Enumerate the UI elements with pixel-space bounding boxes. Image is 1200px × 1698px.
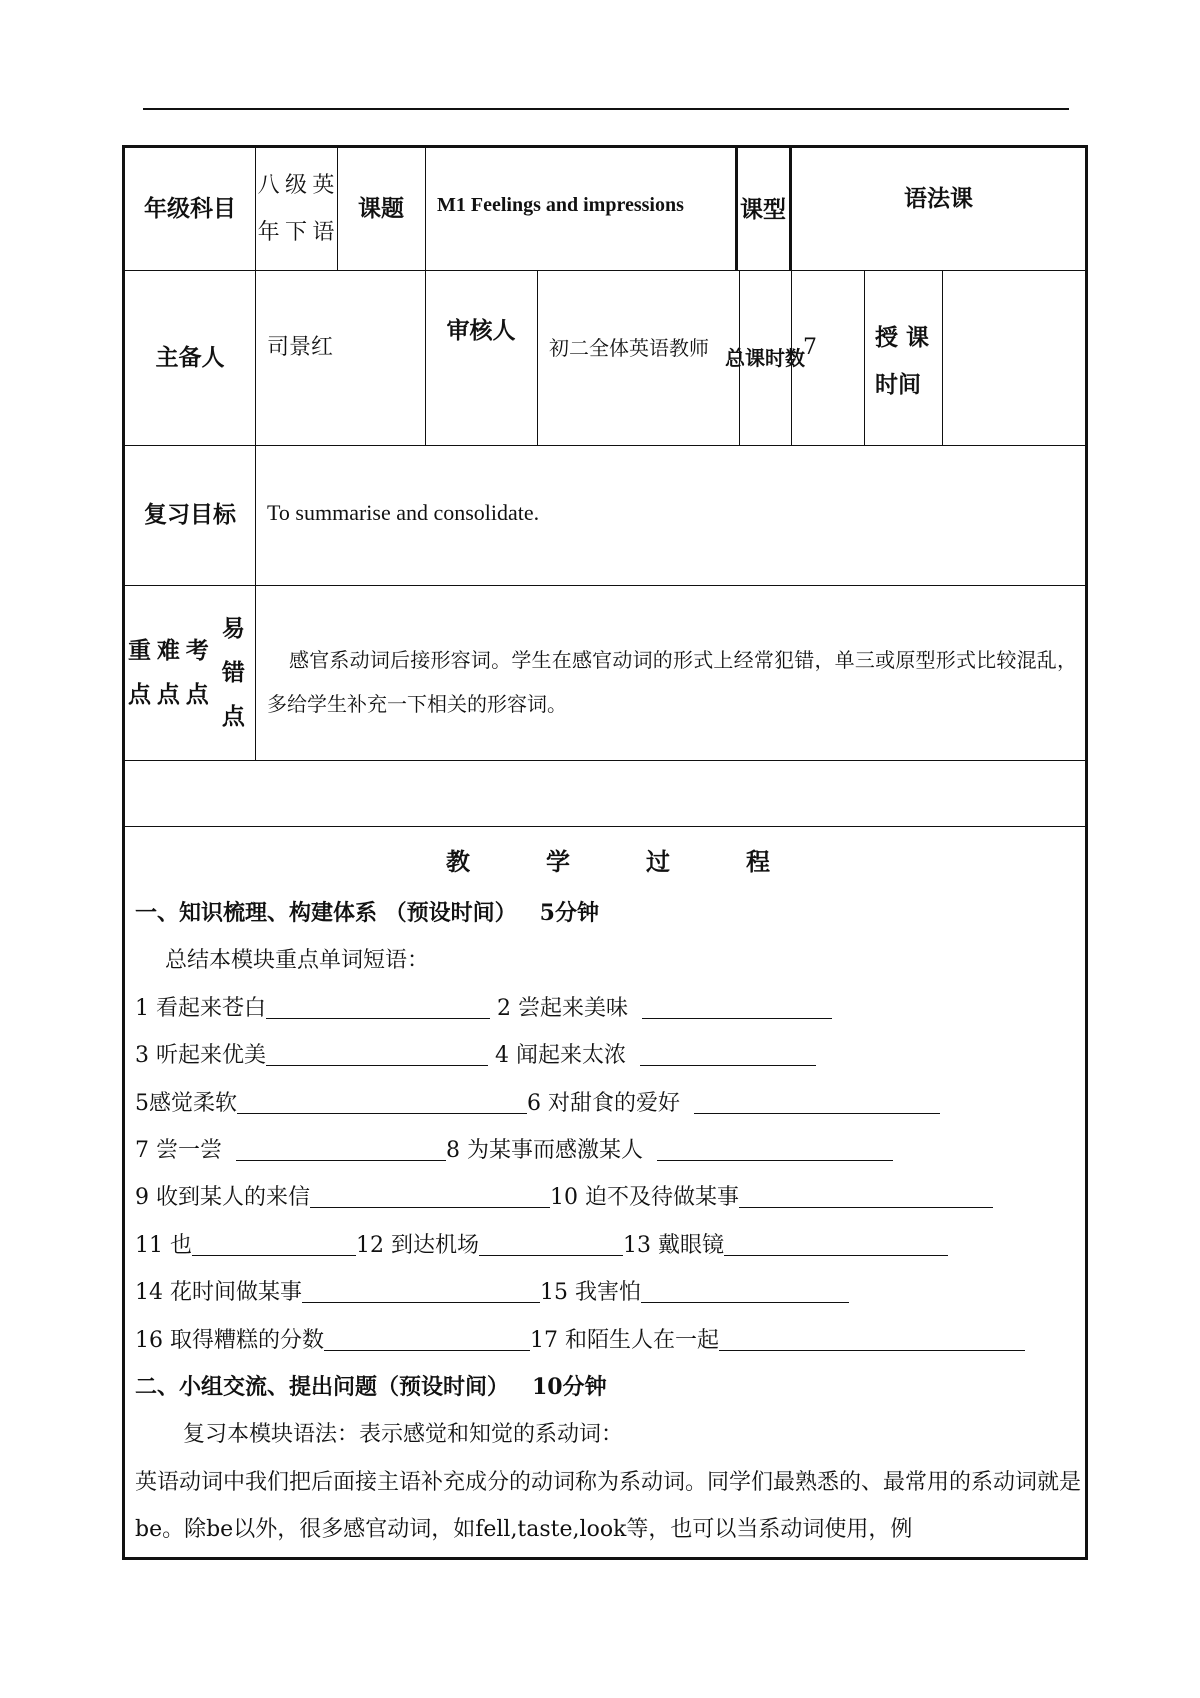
- answer-blank[interactable]: [236, 1159, 446, 1161]
- vocab-item: 4 闻起来太浓: [495, 1043, 626, 1069]
- vocab-item: 15 我害怕: [540, 1280, 641, 1306]
- row-divider: [125, 826, 1085, 827]
- vocab-item: 14 花时间做某事: [135, 1280, 302, 1306]
- process-title-char: 学: [546, 846, 570, 876]
- key-points-label: [125, 585, 255, 760]
- goal-label: [125, 445, 255, 585]
- type-label: [738, 148, 788, 270]
- row-divider: [125, 585, 1085, 586]
- vocab-item: 6 对甜食的爱好: [527, 1090, 680, 1116]
- key-points-value: 感官系动词后接形容词。学生在感官动词的形式上经常犯错，单三或原型形式比较混乱，多给学生补充一下相关的形容词。: [267, 648, 1077, 716]
- vocab-row: [135, 1080, 1081, 1127]
- vocab-row: [135, 985, 1081, 1032]
- vocab-item: 5感觉柔软: [135, 1090, 237, 1116]
- vocab-item: 1 看起来苍白: [135, 995, 266, 1021]
- time-label: [875, 314, 941, 408]
- hours-label: [725, 270, 805, 445]
- goal-label-line: 目标: [190, 501, 236, 528]
- col-divider: [425, 148, 426, 445]
- grade-value-line: 八年: [257, 173, 280, 245]
- hours-label-char: 时: [765, 345, 785, 370]
- vocab-item: 2 尝起来美味: [497, 995, 628, 1021]
- answer-blank[interactable]: [739, 1206, 993, 1208]
- vocab-item: 11 也: [135, 1232, 192, 1258]
- key-label-line: 难点: [156, 636, 180, 708]
- vocab-item: 8 为某事而感激某人: [446, 1137, 643, 1163]
- process-title-char: 教: [446, 846, 470, 876]
- lesson-body: [135, 890, 1081, 1554]
- grade-value-line: 级下: [284, 173, 307, 245]
- vocab-item: 17 和陌生人在一起: [530, 1327, 719, 1353]
- goal-label-line: 复习: [144, 501, 190, 528]
- answer-blank[interactable]: [479, 1254, 623, 1256]
- vocab-item: 12 到达机场: [356, 1232, 479, 1258]
- section1-intro: 总结本模块重点单词短语：: [165, 948, 430, 974]
- time-label-line: 时间: [875, 371, 921, 398]
- vocab-item: 3 听起来优美: [135, 1043, 266, 1069]
- section2-intro: 复习本模块语法：表示感觉和知觉的系动词：: [183, 1422, 624, 1448]
- answer-blank[interactable]: [641, 1301, 849, 1303]
- grade-value-line: 英语: [312, 173, 335, 245]
- hours-label-char: 数: [785, 345, 805, 370]
- section2-paragraph: 英语动词中我们把后面接主语补充成分的动词称为系动词。同学们最熟悉的、最常用的系动词就是be。除be以外，很多感官动词，如fell,taste,look等，也可以当系动词使用，例: [135, 1469, 1082, 1543]
- type-label-char: 课: [740, 195, 763, 223]
- vocab-row: [135, 1127, 1081, 1174]
- vocab-row: [135, 1174, 1081, 1221]
- type-label-char: 型: [763, 195, 786, 223]
- reviewer-label: 审核人: [446, 317, 516, 344]
- hours-label-char: 总: [725, 345, 745, 370]
- vocab-row: [135, 1032, 1081, 1079]
- answer-blank[interactable]: [657, 1159, 893, 1161]
- preparer-value: 司景红: [267, 335, 334, 360]
- vocab-row: [135, 1222, 1081, 1269]
- key-label-line: 易错点: [221, 614, 245, 730]
- answer-blank[interactable]: [310, 1206, 550, 1208]
- grade-label: 年级科目: [144, 195, 236, 222]
- answer-blank[interactable]: [324, 1349, 530, 1351]
- section1-heading: 一、知识梳理、构建体系 （预设时间） 5分钟: [135, 900, 599, 926]
- answer-blank[interactable]: [192, 1254, 356, 1256]
- header-rule: [143, 108, 1069, 110]
- key-label-line: 考点: [185, 636, 209, 708]
- lesson-header: [125, 148, 1091, 828]
- time-label-line: 授 课: [875, 324, 930, 351]
- answer-blank[interactable]: [694, 1112, 940, 1114]
- row-divider: [125, 760, 1085, 761]
- vocab-item: 13 戴眼镜: [623, 1232, 724, 1258]
- vocab-item: 10 迫不及待做某事: [550, 1185, 739, 1211]
- row-divider: [125, 270, 1085, 271]
- answer-blank[interactable]: [266, 1064, 488, 1066]
- type-value: 语法课: [904, 185, 973, 212]
- vocab-row: [135, 1269, 1081, 1316]
- answer-blank[interactable]: [724, 1254, 948, 1256]
- answer-blank[interactable]: [302, 1301, 540, 1303]
- col-divider: [537, 270, 538, 445]
- section2-heading: 二、小组交流、提出问题（预设时间） 10分钟: [135, 1373, 607, 1400]
- process-title-char: 过: [646, 846, 670, 876]
- goal-value: To summarise and consolidate.: [267, 500, 540, 525]
- topic-label: 课题: [358, 195, 404, 222]
- hours-label-char: 课: [745, 345, 765, 370]
- answer-blank[interactable]: [266, 1017, 490, 1019]
- vocab-item: 7 尝一尝: [135, 1137, 222, 1163]
- vocab-item: 9 收到某人的来信: [135, 1185, 310, 1211]
- answer-blank[interactable]: [642, 1017, 832, 1019]
- row-divider: [125, 445, 1085, 446]
- process-title-char: 程: [746, 846, 770, 876]
- answer-blank[interactable]: [719, 1349, 1025, 1351]
- answer-blank[interactable]: [640, 1064, 816, 1066]
- answer-blank[interactable]: [237, 1112, 527, 1114]
- process-title: [125, 828, 1091, 890]
- vocab-item: 16 取得糟糕的分数: [135, 1327, 324, 1353]
- vocab-row: [135, 1317, 1081, 1364]
- topic-value: M1 Feelings and impressions: [437, 194, 684, 216]
- preparer-label: 主备人: [155, 343, 225, 371]
- key-label-line: 重点: [127, 636, 151, 708]
- col-divider: [942, 270, 943, 445]
- hours-value: 7: [803, 335, 817, 360]
- reviewer-value: 初二全体英语教师: [549, 336, 709, 360]
- lesson-plan-table: [122, 145, 1088, 1560]
- col-divider: [864, 270, 865, 445]
- grade-value: [255, 148, 337, 270]
